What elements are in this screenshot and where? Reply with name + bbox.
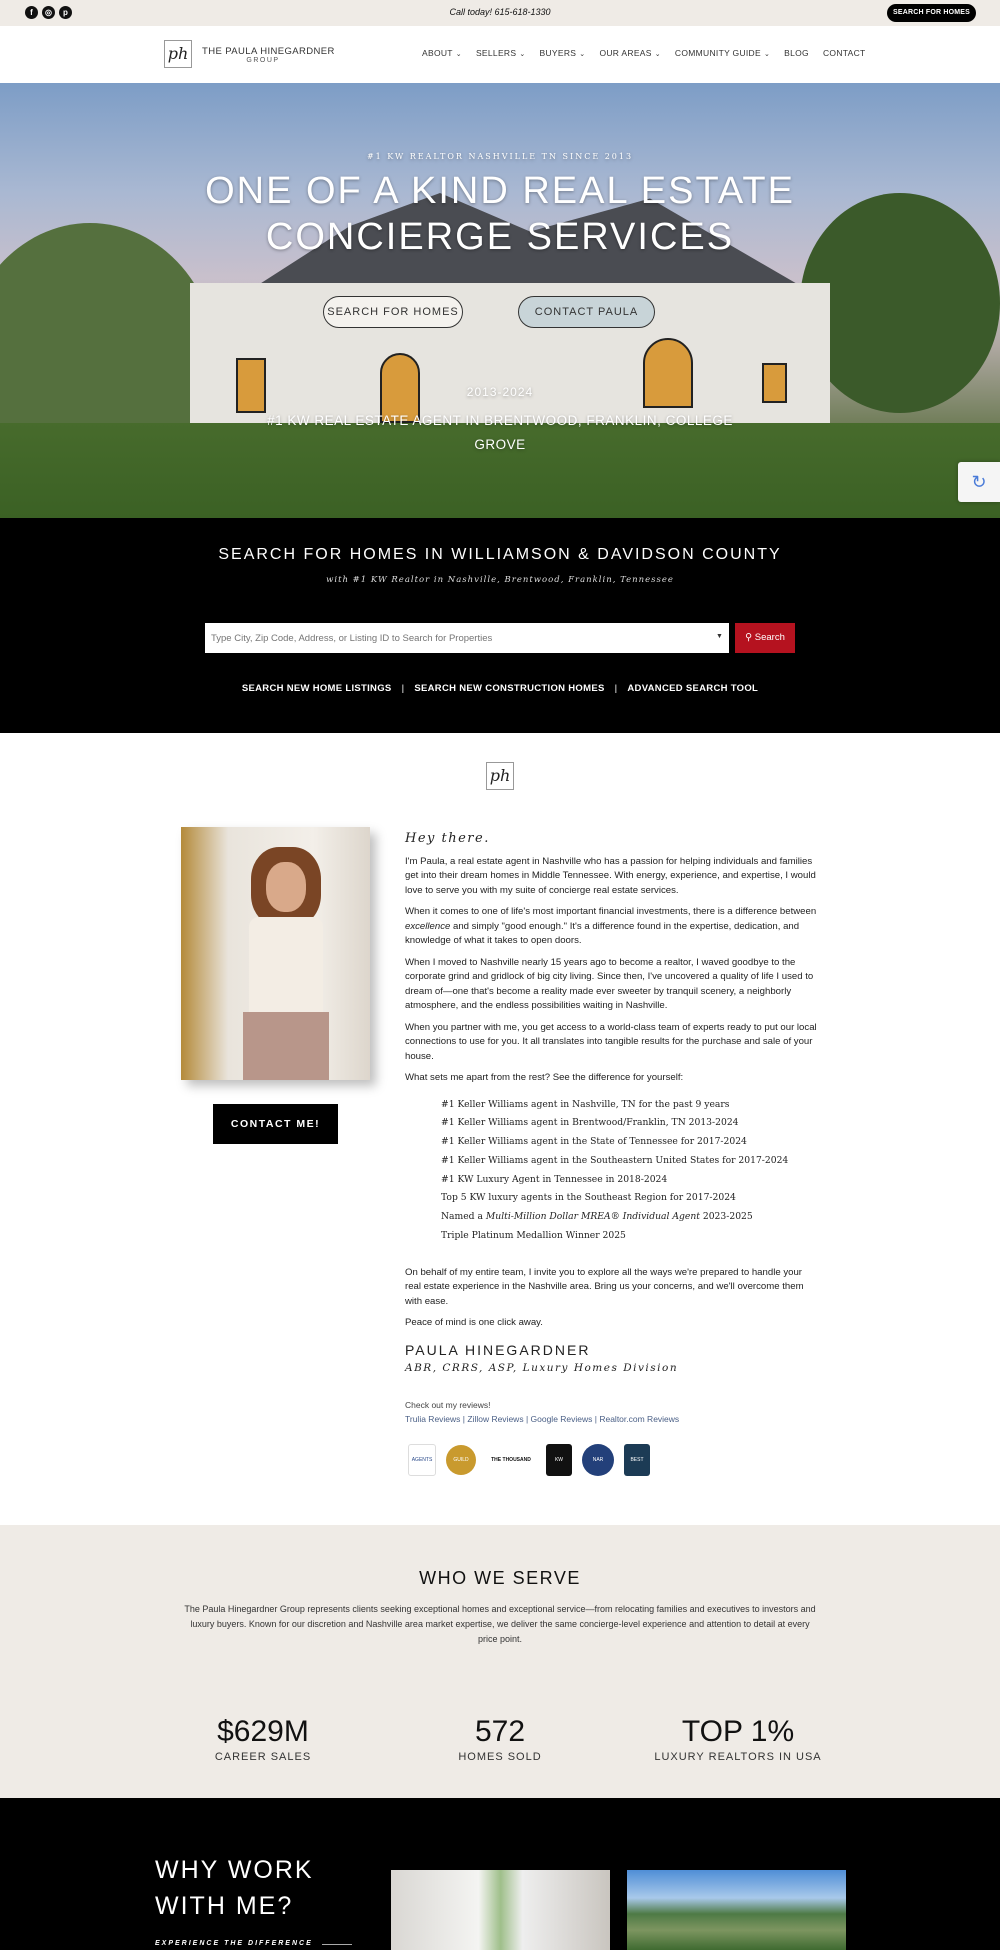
bio-paragraph: On behalf of my entire team, I invite you to explore all the ways we're prepared to handle your real estate experience in the Nashville area. Bring us your concerns, and we'll overcome them with ease. <box>405 1266 804 1307</box>
search-links <box>0 683 1000 694</box>
why-work-title <box>155 1852 314 1924</box>
search-subtitle: with #1 KW Realtor in Nashville, Brentwood, Franklin, Tennessee <box>326 575 674 585</box>
nav-label: ABOUT <box>422 48 453 58</box>
hero-headline: ONE OF A KIND REAL ESTATE CONCIERGE SERVICES <box>205 170 795 258</box>
hero-search-homes-button[interactable]: SEARCH FOR HOMES <box>323 296 463 328</box>
hero-ranking: #1 KW REAL ESTATE AGENT IN BRENTWOOD, FRANKLIN, COLLEGE GROVE <box>267 413 733 452</box>
review-links: Trulia Reviews | Zillow Reviews | Google Reviews | Realtor.com Reviews <box>405 1414 680 1425</box>
stat-top-realtors <box>618 1715 858 1763</box>
stat-label: HOMES SOLD <box>458 1751 542 1763</box>
nav-item-contact[interactable]: CONTACT <box>822 48 866 58</box>
the-thousand-badge: THE THOUSAND <box>486 1444 536 1476</box>
search-title: SEARCH FOR HOMES IN WILLIAMSON & DAVIDSON COUNTY <box>218 546 782 563</box>
chevron-down-icon: ⌄ <box>654 51 661 58</box>
paula-portrait-photo <box>181 827 370 1080</box>
pinterest-icon[interactable]: p <box>59 6 72 19</box>
title-line: WITH ME? <box>155 1892 294 1920</box>
recaptcha-badge[interactable]: ↻ <box>958 462 1000 502</box>
who-we-serve-text: The Paula Hinegardner Group represents clients seeking exceptional homes and exceptional service—from relocating families and executives to investors and luxury buyers. Known for our discretion and Nashville area market expertise, we deliver the same concierge-level experience and attention to detail at every price point. <box>184 1604 816 1644</box>
award-item: Triple Platinum Medallion Winner 2025 <box>441 1230 626 1242</box>
contact-me-button[interactable]: CONTACT ME! <box>213 1104 338 1144</box>
facebook-icon[interactable]: f <box>25 6 38 19</box>
chevron-down-icon: ⌄ <box>455 51 462 58</box>
search-icon: ⚲ <box>745 632 755 643</box>
award-item: #1 Keller Williams agent in the State of Tennessee for 2017-2024 <box>441 1136 747 1148</box>
nav-label: BUYERS <box>539 48 577 58</box>
nav-menu <box>422 48 866 58</box>
stat-label: CAREER SALES <box>214 1751 312 1763</box>
link-advanced-search[interactable]: ADVANCED SEARCH TOOL <box>627 683 759 694</box>
text: When it comes to one of life's most important financial investments, there is a difference between <box>405 906 817 917</box>
text: Named a <box>441 1211 486 1223</box>
bio-paragraph: When you partner with me, you get access to a world-class team of experts ready to put our local connections to use for you. It all translates into tangible results for the purchase and sale of your house. <box>405 1021 817 1062</box>
award-item: #1 Keller Williams agent in Nashville, TN for the past 9 years <box>441 1098 730 1110</box>
link-new-home-listings[interactable]: SEARCH NEW HOME LISTINGS <box>241 683 392 694</box>
ph-monogram-logo: ph <box>486 762 514 790</box>
skirt <box>243 1012 329 1080</box>
award-item: #1 KW Luxury Agent in Tennessee in 2018-2024 <box>441 1173 668 1185</box>
nav-label: OUR AREAS <box>599 48 652 58</box>
award-item: #1 Keller Williams agent in Brentwood/Franklin, TN 2013-2024 <box>441 1117 739 1129</box>
award-badges <box>408 1444 650 1476</box>
trulia-reviews-link[interactable]: Trulia Reviews <box>405 1414 461 1425</box>
face <box>266 862 306 912</box>
reviews-intro: Check out my reviews! <box>405 1399 491 1410</box>
award-item <box>441 1208 820 1227</box>
bio-paragraph: What sets me apart from the rest? See the difference for yourself: <box>405 1072 684 1083</box>
bio-paragraph <box>405 905 820 949</box>
dropdown-caret-icon[interactable]: ▼ <box>716 633 723 640</box>
stat-career-sales <box>143 1715 383 1763</box>
text: and simply "good enough." It's a difference found in the expertise, dedication, and knowledge of what it takes to open doors. <box>405 920 800 946</box>
agent-credentials: ABR, CRRS, ASP, Luxury Homes Division <box>405 1362 679 1375</box>
awards-list <box>441 1096 820 1246</box>
logo-subtext: GROUP <box>246 57 280 64</box>
stat-label: LUXURY REALTORS IN USA <box>654 1751 822 1763</box>
nar-badge: NAR <box>582 1444 614 1476</box>
stat-value: $629M <box>217 1715 309 1748</box>
search-button-label: Search <box>754 632 785 643</box>
nav-label: SELLERS <box>475 48 517 58</box>
guild-badge: GUILD <box>446 1445 476 1475</box>
nav-item-sellers[interactable] <box>476 48 526 58</box>
search-button[interactable] <box>735 623 795 653</box>
why-work-subtitle: EXPERIENCE THE DIFFERENCE <box>155 1940 313 1947</box>
stat-value: 572 <box>474 1715 526 1748</box>
divider-line <box>322 1944 352 1945</box>
logo-mark[interactable]: ph <box>164 40 192 68</box>
text-emphasis: excellence <box>405 920 451 932</box>
logo-text[interactable]: THE PAULA HINEGARDNER <box>202 46 335 57</box>
zillow-reviews-link[interactable]: Zillow Reviews <box>467 1414 524 1425</box>
who-we-serve-title: WHO WE SERVE <box>419 1568 581 1588</box>
hero-eyebrow: #1 KW REALTOR NASHVILLE TN SINCE 2013 <box>366 152 634 161</box>
realtor-reviews-link[interactable]: Realtor.com Reviews <box>599 1414 680 1425</box>
text: 2023-2025 <box>699 1211 753 1223</box>
nav-label: COMMUNITY GUIDE <box>674 48 761 58</box>
stat-value: TOP 1% <box>681 1715 795 1748</box>
hero-years: 2013-2024 <box>466 385 534 399</box>
stat-homes-sold <box>380 1715 620 1763</box>
chevron-down-icon: ⌄ <box>579 51 586 58</box>
greeting: Hey there. <box>405 831 490 846</box>
interior-photo <box>391 1870 610 1950</box>
title-line: WHY WORK <box>155 1856 314 1884</box>
nav-item-buyers[interactable] <box>540 48 586 58</box>
property-search-input[interactable] <box>205 623 729 653</box>
link-new-construction[interactable]: SEARCH NEW CONSTRUCTION HOMES <box>414 683 605 694</box>
google-reviews-link[interactable]: Google Reviews <box>530 1414 593 1425</box>
landscape-photo <box>627 1870 846 1950</box>
bio-paragraph: When I moved to Nashville nearly 15 years ago to become a realtor, I waved goodbye to the corporate grind and gridlock of big city living. Since then, I've uncovered a quality of life I used to dream of—one that's become a reality made ever sweeter by tranquil scenery, a neighborly atmosphere, and the endless possibilities waiting in Nashville. <box>405 956 814 1011</box>
bio-section <box>405 832 820 1427</box>
award-item: #1 Keller Williams agent in the Southeastern United States for 2017-2024 <box>441 1154 789 1166</box>
bio-paragraph: I'm Paula, a real estate agent in Nashville who has a passion for helping individuals and families get into their dream homes in Middle Tennessee. With energy, experience, and expertise, I would love to serve you with my suite of concierge real estate services. <box>405 855 816 896</box>
call-today-phone[interactable]: Call today! 615-618-1330 <box>449 7 551 17</box>
agent-name: PAULA HINEGARDNER <box>405 1341 591 1358</box>
separator: | <box>614 683 618 694</box>
nav-item-blog[interactable]: BLOG <box>784 48 809 58</box>
chevron-down-icon: ⌄ <box>519 51 526 58</box>
agents-badge: AGENTS <box>408 1444 436 1476</box>
hero-contact-paula-button[interactable]: CONTACT PAULA <box>518 296 655 328</box>
award-item: Top 5 KW luxury agents in the Southeast Region for 2017-2024 <box>441 1192 736 1204</box>
bio-paragraph: Peace of mind is one click away. <box>405 1317 543 1329</box>
topbar-search-homes-button[interactable]: SEARCH FOR HOMES <box>887 4 976 22</box>
text-emphasis: Multi-Million Dollar MREA® Individual Agent <box>485 1211 700 1223</box>
best-badge: BEST <box>624 1444 650 1476</box>
instagram-icon[interactable]: ◎ <box>42 6 55 19</box>
top <box>249 917 323 1017</box>
chevron-down-icon: ⌄ <box>763 51 771 58</box>
kw-badge: KW <box>546 1444 572 1476</box>
separator: | <box>401 683 405 694</box>
nav-item-community-guide[interactable] <box>675 48 770 58</box>
nav-item-our-areas[interactable] <box>599 48 660 58</box>
nav-item-about[interactable] <box>422 48 462 58</box>
